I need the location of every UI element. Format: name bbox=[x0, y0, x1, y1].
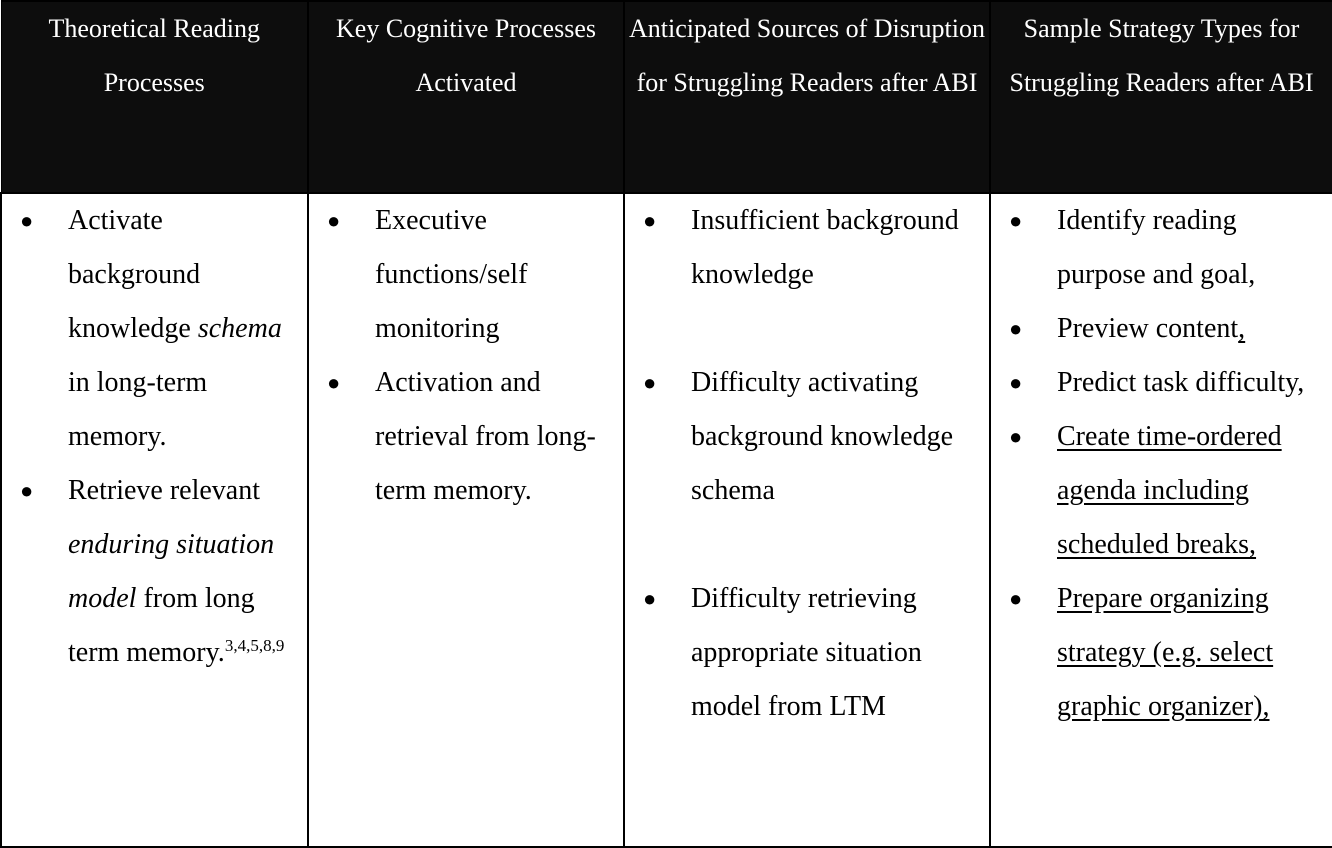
header-key-cognitive-processes: Key Cognitive Processes Activated bbox=[308, 1, 624, 193]
underlined-strategy: Prepare organizing strategy (e.g. select graphic organizer), bbox=[1057, 583, 1274, 722]
bullet-icon: ● bbox=[327, 370, 341, 395]
list-item bbox=[991, 572, 1332, 734]
underlined-strategy: Create time-ordered agenda including scheduled breaks, bbox=[1057, 421, 1282, 560]
list-item: ● Preview content, bbox=[991, 302, 1332, 356]
bullet-icon: ● bbox=[1009, 424, 1023, 449]
bullet-icon: ● bbox=[1009, 370, 1023, 395]
bullet-icon: ● bbox=[643, 370, 657, 395]
list-item: ● Difficulty retrieving appropriate situation model from LTM bbox=[625, 572, 989, 734]
cognitive-list bbox=[309, 194, 623, 518]
list-item: ● Activate background knowledge schema in long-term memory. bbox=[2, 194, 307, 464]
citation-superscript: 3,4,5,8,9 bbox=[224, 636, 285, 655]
bullet-icon: ● bbox=[1009, 316, 1023, 341]
cell-disruption-sources bbox=[624, 193, 990, 847]
list-item: ● Activation and retrieval from long-term memory. bbox=[309, 356, 623, 518]
table-row bbox=[1, 193, 1332, 847]
header-sample-strategy-types: Sample Strategy Types for Struggling Readers after ABI bbox=[990, 1, 1332, 193]
cell-strategy-types bbox=[990, 193, 1332, 847]
list-item: ● Difficulty activating background knowledge schema bbox=[625, 356, 989, 518]
italic-term: schema bbox=[197, 313, 282, 344]
header-theoretical-reading-processes: Theoretical Reading Processes bbox=[1, 1, 308, 193]
bullet-icon: ● bbox=[20, 478, 34, 503]
bullet-icon: ● bbox=[643, 208, 657, 233]
bullet-icon: ● bbox=[1009, 586, 1023, 611]
cell-theoretical-processes bbox=[1, 193, 308, 847]
bullet-icon: ● bbox=[1009, 208, 1023, 233]
bullet-icon: ● bbox=[327, 208, 341, 233]
header-row bbox=[1, 1, 1332, 193]
bullet-icon: ● bbox=[20, 208, 34, 233]
list-item: ● Predict task difficulty, bbox=[991, 356, 1332, 410]
cell-cognitive-processes bbox=[308, 193, 624, 847]
theoretical-list bbox=[2, 194, 307, 680]
bullet-icon: ● bbox=[643, 586, 657, 611]
italic-term: enduring situation model bbox=[68, 529, 275, 614]
list-item: ● Insufficient background knowledge bbox=[625, 194, 989, 302]
list-item: ● Identify reading purpose and goal, bbox=[991, 194, 1332, 302]
list-item: ● Executive functions/self monitoring bbox=[309, 194, 623, 356]
disruption-list bbox=[625, 194, 989, 734]
strategy-list bbox=[991, 194, 1332, 734]
header-anticipated-disruption: Anticipated Sources of Disruption for Struggling Readers after ABI bbox=[624, 1, 990, 193]
list-item: ● Retrieve relevant enduring situation model from long term memory.$^{3,4,5,8,9}$ bbox=[2, 464, 307, 680]
list-item bbox=[991, 410, 1332, 572]
